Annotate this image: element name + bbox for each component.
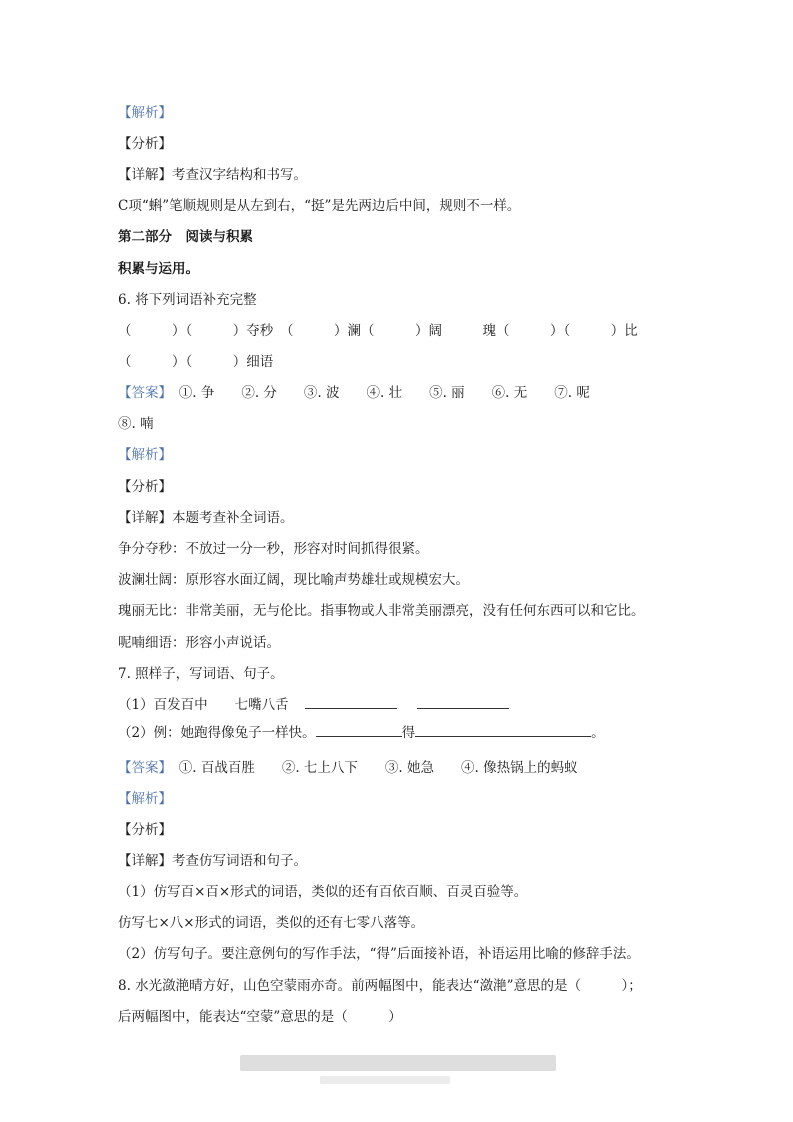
q7-exp1: （1）仿写百×百×形式的词语，类似的还有百依百顺、百灵百验等。 <box>118 884 528 900</box>
q7-item2-text: （2）例：她跑得像兔子一样快。 <box>118 725 316 741</box>
q7-answer <box>118 759 578 777</box>
q6-row1: （ ）（ ）夺秒 （ ）澜（ ）阔 瑰（ ）（ ）比 <box>118 323 638 339</box>
q7-item2-end: 。 <box>591 725 605 741</box>
q5-detail: C项“蝌”笔顺规则是从左到右，“挺”是先两边后中间，规则不一样。 <box>118 198 521 214</box>
part2-title: 第二部分 阅读与积累 <box>118 229 253 245</box>
q7-exp2: 仿写七×八×形式的词语，类似的还有七零八落等。 <box>118 915 425 931</box>
q6-exp4: 呢喃细语：形容小声说话。 <box>118 635 280 651</box>
q6-answer-label: 【答案】 <box>118 385 166 401</box>
part2-section: 积累与运用。 <box>118 261 199 277</box>
q6-row2: （ ）（ ）细语 <box>118 354 274 370</box>
blurred-footer <box>240 1055 556 1071</box>
q6-jiexi-label: 【解析】 <box>118 447 172 463</box>
answer-blank[interactable] <box>415 724 591 737</box>
q6-exp1: 争分夺秒：不放过一分一秒，形容对时间抓得很紧。 <box>118 541 429 557</box>
q7-prompt: 7. 照样子，写词语、句子。 <box>118 666 284 682</box>
q7-jiexi-label: 【解析】 <box>118 791 172 807</box>
answer-blank[interactable] <box>417 696 509 709</box>
q7-xiangjie: 【详解】考查仿写词语和句子。 <box>118 853 307 869</box>
q7-item2 <box>118 724 605 742</box>
q7-answer-label: 【答案】 <box>118 760 166 776</box>
q7-answer-items: ①. 百战百胜 ②. 七上八下 ③. 她急 ④. 像热锅上的蚂蚁 <box>165 760 578 776</box>
q7-exp3: （2）仿写句子。要注意例句的写作手法，“得”后面接补语，补语运用比喻的修辞手法。 <box>118 946 640 962</box>
answer-blank[interactable] <box>305 696 397 709</box>
answer-blank[interactable] <box>316 724 402 737</box>
q5-xiangjie: 【详解】考查汉字结构和书写。 <box>118 167 307 183</box>
q5-jiexi-label: 【解析】 <box>118 105 172 121</box>
q6-exp3: 瑰丽无比：非常美丽，无与伦比。指事物或人非常美丽漂亮，没有任何东西可以和它比。 <box>118 603 645 619</box>
q8-line1: 8. 水光潋滟晴方好，山色空蒙雨亦奇。前两幅图中，能表达“潋滟”意思的是（ ）； <box>118 978 642 994</box>
q7-item2-de: 得 <box>401 725 416 741</box>
q7-item1-text: （1）百发百中 七嘴八舌 <box>118 697 289 713</box>
q7-item1 <box>118 696 509 714</box>
q6-prompt: 6. 将下列词语补充完整 <box>118 292 257 308</box>
q7-fenxi-label: 【分析】 <box>118 822 172 838</box>
q6-answer-cont: ⑧. 喃 <box>118 416 154 432</box>
q6-fenxi-label: 【分析】 <box>118 479 172 495</box>
q6-answer-items: ①. 争 ②. 分 ③. 波 ④. 壮 ⑤. 丽 ⑥. 无 ⑦. 呢 <box>165 385 590 401</box>
blurred-footer-sub <box>320 1076 450 1084</box>
q6-xiangjie: 【详解】本题考查补全词语。 <box>118 510 294 526</box>
q8-line2: 后两幅图中，能表达“空蒙”意思的是（ ） <box>118 1009 402 1025</box>
q6-answer <box>118 384 590 402</box>
q5-fenxi-label: 【分析】 <box>118 136 172 152</box>
q6-exp2: 波澜壮阔：原形容水面辽阔，现比喻声势雄壮或规模宏大。 <box>118 572 469 588</box>
